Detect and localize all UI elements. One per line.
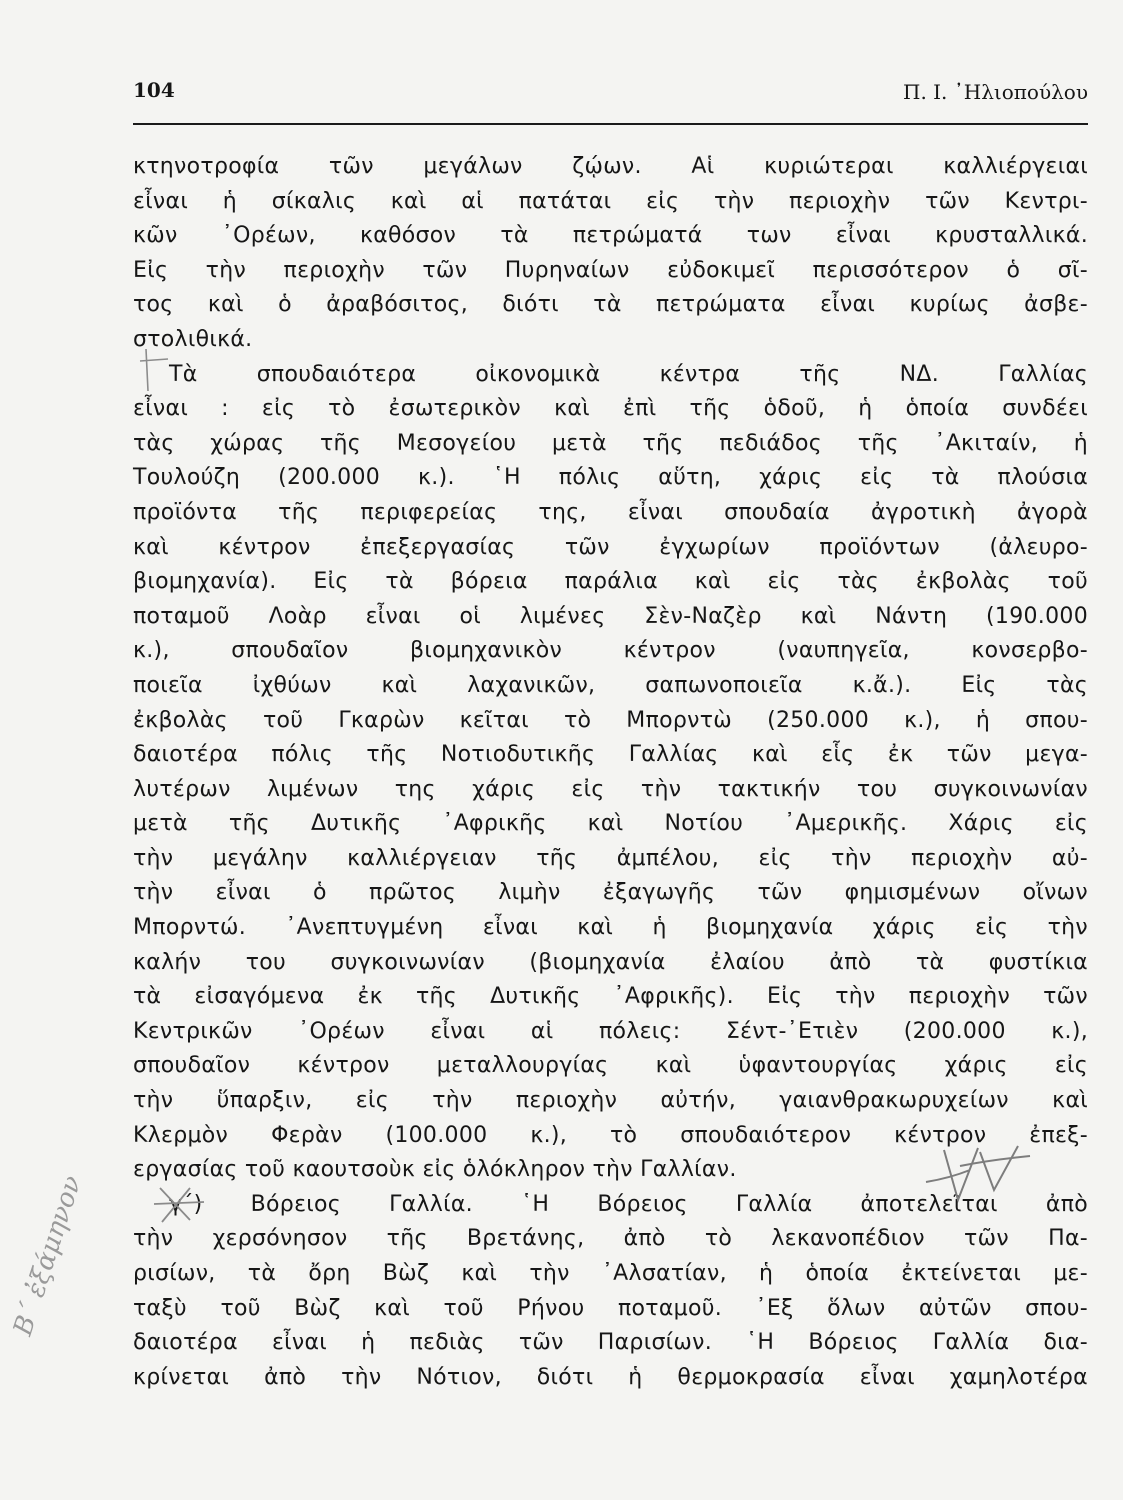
text-line: τὰς χώρας τῆς Μεσογείου μετὰ τῆς πεδιάδος τῆς ᾿Ακιταίν, ἡ	[133, 430, 1088, 456]
text-line: ποιεῖα ἰχθύων καὶ λαχανικῶν, σαπωνοποιεῖα κ.ἄ.). Εἰς τὰς	[133, 672, 1088, 698]
text-line: ταξὺ τοῦ Βὼζ καὶ τοῦ Ρήνου ποταμοῦ. ᾿Εξ ὅλων αὐτῶν σπου-	[133, 1295, 1088, 1321]
pencil-section-mark	[150, 1180, 210, 1230]
text-line: ποταμοῦ Λοὰρ εἶναι οἱ λιμένες Σὲν-Ναζὲρ καὶ Νάντη (190.000	[133, 603, 1088, 629]
page-number: 104	[133, 78, 175, 102]
text-line: καὶ κέντρον ἐπεξεργασίας τῶν ἐγχωρίων προϊόντων (ἀλευρο-	[133, 534, 1088, 560]
text-line: δαιοτέρα εἶναι ἡ πεδιὰς τῶν Παρισίων. ῾Η Βόρειος Γαλλία δια-	[133, 1330, 1088, 1356]
pencil-scribble-mark	[920, 1130, 1040, 1210]
text-line: τὴν εἶναι ὁ πρῶτος λιμὴν ἐξαγωγῆς τῶν φημισμένων οἴνων	[133, 880, 1088, 906]
section-heading-line: γ΄) Βόρειος Γαλλία. ῾Η Βόρειος Γαλλία ἀποτελεῖται ἀπὸ	[169, 1191, 1088, 1217]
text-line: καλήν του συγκοινωνίαν (βιομηχανία ἐλαίου ἀπὸ τὰ φυστίκια	[133, 949, 1088, 975]
text-line: τὰ εἰσαγόμενα ἐκ τῆς Δυτικῆς ᾿Αφρικῆς). Εἰς τὴν περιοχὴν τῶν	[133, 984, 1088, 1010]
text-line: μετὰ τῆς Δυτικῆς ᾿Αφρικῆς καὶ Νοτίου ᾿Αμερικῆς. Χάρις εἰς	[133, 811, 1088, 837]
text-line: ρισίων, τὰ ὄρη Βὼζ καὶ τὴν ᾿Αλσατίαν, ἡ ὁποία ἐκτείνεται με-	[133, 1261, 1088, 1286]
text-line: κῶν ᾿Ορέων, καθόσον τὰ πετρώματά των εἶναι κρυσταλλικά.	[133, 223, 1088, 249]
handwritten-margin-note: Β΄ ἐξάμηνον	[8, 1172, 88, 1340]
text-line: εἶναι ἡ σίκαλις καὶ αἱ πατάται εἰς τὴν περιοχὴν τῶν Κεντρι-	[133, 188, 1088, 214]
running-head: Π. Ι. ᾿Ηλιοπούλου	[903, 80, 1088, 104]
text-line: ἐκβολὰς τοῦ Γκαρὼν κεῖται τὸ Μπορντὼ (250.000 κ.), ἡ σπου-	[133, 707, 1088, 733]
text-line: δαιοτέρα πόλις τῆς Νοτιοδυτικῆς Γαλλίας καὶ εἷς ἐκ τῶν μεγα-	[133, 742, 1088, 768]
text-line: τὴν ὕπαρξιν, εἰς τὴν περιοχὴν αὐτήν, γαιανθρακωρυχείων καὶ	[133, 1088, 1088, 1114]
text-line: Μπορντώ. ᾿Ανεπτυγμένη εἶναι καὶ ἡ βιομηχανία χάρις εἰς τὴν	[133, 915, 1088, 941]
text-line: Κεντρικῶν ᾿Ορέων εἶναι αἱ πόλεις: Σέντ-᾿Ετιὲν (200.000 κ.),	[133, 1018, 1088, 1044]
text-line: Τουλούζη (200.000 κ.). ῾Η πόλις αὕτη, χάρις εἰς τὰ πλούσια	[133, 465, 1088, 491]
text-line: τὴν χερσόνησον τῆς Βρετάνης, ἀπὸ τὸ λεκανοπέδιον τῶν Πα-	[133, 1226, 1088, 1252]
page-header	[133, 78, 1088, 118]
text-line: στολιθικά.	[133, 326, 253, 352]
text-line: τος καὶ ὁ ἀραβόσιτος, διότι τὰ πετρώματα εἶναι κυρίως ἀσβε-	[133, 292, 1088, 318]
pencil-cross-mark	[138, 345, 178, 395]
text-line: τὴν μεγάλην καλλιέργειαν τῆς ἀμπέλου, εἰς τὴν περιοχὴν αὐ-	[133, 845, 1088, 871]
text-line: κ.), σπουδαῖον βιομηχανικὸν κέντρον (ναυπηγεῖα, κονσερβο-	[133, 638, 1088, 664]
text-line: εργασίας τοῦ καουτσοὺκ εἰς ὁλόκληρον τὴν Γαλλίαν.	[133, 1157, 737, 1183]
text-line: κρίνεται ἀπὸ τὴν Νότιον, διότι ἡ θερμοκρασία εἶναι χαμηλοτέρα	[133, 1364, 1088, 1390]
text-line: προϊόντα τῆς περιφερείας της, εἶναι σπουδαία ἀγροτικὴ ἀγορὰ	[133, 499, 1088, 525]
header-rule	[133, 123, 1088, 125]
text-line: Τὰ σπουδαιότερα οἰκονομικὰ κέντρα τῆς ΝΔ. Γαλλίας	[169, 361, 1088, 387]
text-line: εἶναι : εἰς τὸ ἐσωτερικὸν καὶ ἐπὶ τῆς ὁδοῦ, ἡ ὁποία συνδέει	[133, 396, 1088, 422]
text-line: σπουδαῖον κέντρον μεταλλουργίας καὶ ὑφαντουργίας χάρις εἰς	[133, 1053, 1088, 1079]
text-line: Κλερμὸν Φερὰν (100.000 κ.), τὸ σπουδαιότερον κέντρον ἐπεξ-	[133, 1122, 1088, 1148]
text-line: βιομηχανία). Εἰς τὰ βόρεια παράλια καὶ εἰς τὰς ἐκβολὰς τοῦ	[133, 569, 1088, 595]
text-line: Εἰς τὴν περιοχὴν τῶν Πυρηναίων εὐδοκιμεῖ περισσότερον ὁ σῖ-	[133, 257, 1088, 283]
text-line: κτηνοτροφία τῶν μεγάλων ζῴων. Αἱ κυριώτεραι καλλιέργειαι	[133, 154, 1088, 179]
text-line: λυτέρων λιμένων της χάρις εἰς τὴν τακτικήν του συγκοινωνίαν	[133, 776, 1088, 802]
